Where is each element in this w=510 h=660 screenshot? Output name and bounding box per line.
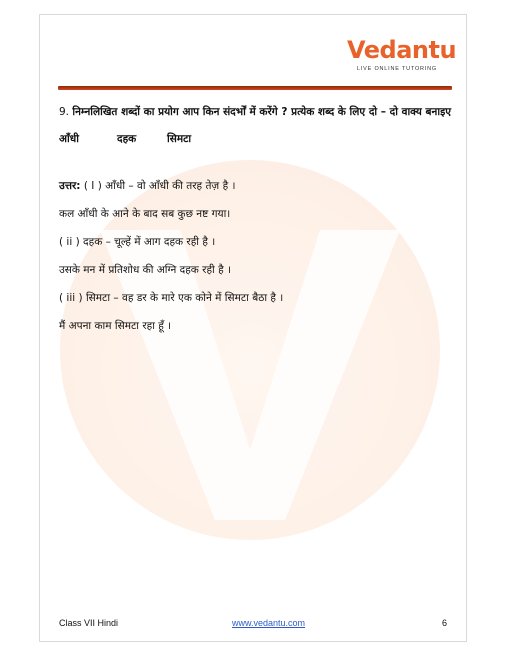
answer-line: उत्तर: ( I ) आँधी – वो आँधी की तरह तेज़ है ।	[59, 180, 236, 192]
page-number: 6	[442, 618, 448, 628]
answer-line: उसके मन में प्रतिशोध की अग्नि दहक रही है ।	[59, 264, 231, 276]
answer-line: ( iii ) सिमटा – वह डर के मारे एक कोने में सिमटा बैठा है ।	[59, 292, 284, 304]
footer-class-label: Class VII Hindi	[59, 618, 119, 628]
question-text: निम्नलिखित शब्दों का प्रयोग आप किन संदर्भों में करेंगे ? प्रत्येक शब्द के लिए दो – दो वाक्य बनाइए	[72, 106, 452, 118]
word-item: दहक	[117, 133, 137, 145]
word-item: आँधी	[59, 133, 79, 145]
logo-wordmark: Vedantu	[347, 36, 457, 64]
word-list	[59, 132, 454, 150]
word-item: सिमटा	[167, 133, 192, 145]
footer-website-link[interactable]: www.vedantu.com	[232, 618, 306, 628]
header-divider	[58, 86, 452, 90]
logo-tagline: LIVE ONLINE TUTORING	[357, 66, 437, 72]
question-9	[59, 102, 454, 122]
vedantu-logo[interactable]	[347, 36, 457, 74]
question-number: 9.	[59, 106, 70, 118]
answer-line: मैं अपना काम सिमटा रहा हूँ ।	[59, 320, 172, 332]
answer-line: कल आँधी के आने के बाद सब कुछ नष्ट गया।	[59, 208, 231, 220]
answer-label: उत्तर:	[59, 180, 81, 192]
answer-line: ( ii ) दहक – चूल्हें में आग दहक रही है ।	[59, 236, 216, 248]
main-content	[59, 102, 454, 340]
